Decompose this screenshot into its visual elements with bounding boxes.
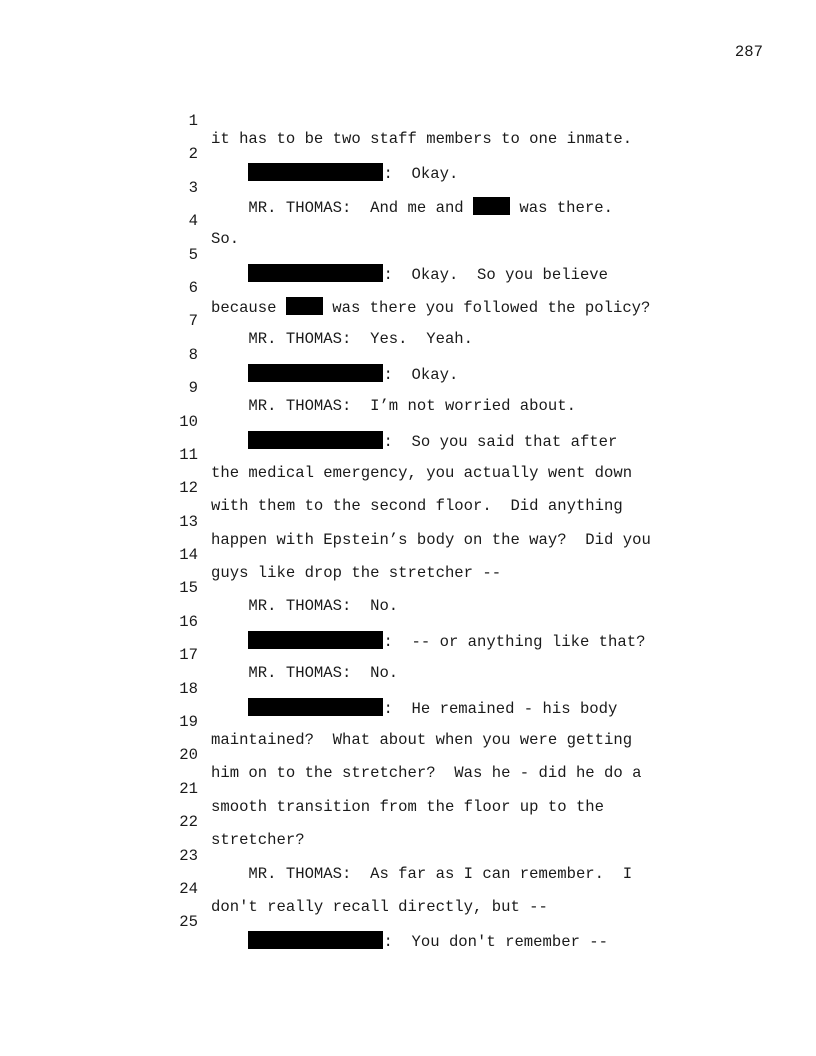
line-text: : Okay. So you believe xyxy=(211,264,608,284)
transcript-line-3 xyxy=(0,161,816,217)
line-number: 14 xyxy=(179,546,198,565)
line-text: don't really recall directly, but -- xyxy=(211,897,548,916)
transcript-line-15 xyxy=(0,561,816,616)
line-text: : Okay. xyxy=(211,364,458,384)
line-text: MR. THOMAS: No. xyxy=(211,597,399,616)
line-number: 11 xyxy=(179,445,198,464)
line-text: stretcher? xyxy=(211,831,305,850)
transcript-line-25 xyxy=(0,895,816,952)
line-number: 9 xyxy=(188,379,198,398)
line-text: MR. THOMAS: I’m not worried about. xyxy=(211,397,576,416)
transcript-line-24 xyxy=(0,862,816,916)
transcript-line-8 xyxy=(0,328,816,384)
transcript-line-1 xyxy=(0,94,816,148)
transcript-line-22 xyxy=(0,795,816,850)
line-text: smooth transition from the floor up to the xyxy=(211,797,605,816)
line-number: 12 xyxy=(179,479,198,498)
transcript-line-10 xyxy=(0,395,816,451)
line-text: : He remained - his body xyxy=(211,698,617,718)
line-text: MR. THOMAS: And me and was there. xyxy=(211,198,613,217)
line-number: 6 xyxy=(188,278,198,297)
redaction-block xyxy=(248,931,383,949)
line-number: 7 xyxy=(188,312,198,331)
line-number: 23 xyxy=(179,846,198,865)
line-number: 10 xyxy=(179,412,198,431)
line-text: it has to be two staff members to one inmate. xyxy=(211,130,633,148)
line-number: 22 xyxy=(179,813,198,832)
transcript-line-16 xyxy=(0,595,816,651)
line-number: 16 xyxy=(179,612,198,631)
line-text: with them to the second floor. Did anything xyxy=(211,497,623,516)
line-text: MR. THOMAS: As far as I can remember. I xyxy=(211,864,633,883)
line-text: : So you said that after xyxy=(211,431,617,451)
line-text: him on to the stretcher? Was he - did he do a xyxy=(211,764,642,783)
line-number: 4 xyxy=(188,212,198,231)
transcript-line-18 xyxy=(0,662,816,718)
line-number: 20 xyxy=(179,746,198,765)
transcript-line-13 xyxy=(0,495,816,549)
line-number: 8 xyxy=(188,345,198,364)
line-text: maintained? What about when you were getting xyxy=(211,731,633,750)
transcript-line-2 xyxy=(0,127,816,184)
line-text: because was there you followed the policy? xyxy=(211,298,651,317)
line-number: 15 xyxy=(179,579,198,598)
transcript-line-20 xyxy=(0,728,816,783)
line-text: MR. THOMAS: No. xyxy=(211,664,399,683)
line-number: 13 xyxy=(179,512,198,531)
line-text: : -- or anything like that? xyxy=(211,631,645,651)
transcript-line-4 xyxy=(0,194,816,249)
transcript-line-7 xyxy=(0,294,816,349)
line-text: So. xyxy=(211,230,240,249)
line-number: 2 xyxy=(188,145,198,164)
transcript-line-14 xyxy=(0,528,816,583)
transcript-line-23 xyxy=(0,829,816,883)
transcript-line-11 xyxy=(0,428,816,482)
line-number: 19 xyxy=(179,713,198,732)
transcript-line-9 xyxy=(0,361,816,416)
line-number: 1 xyxy=(188,112,198,130)
line-number: 24 xyxy=(179,879,198,898)
transcript-line-5 xyxy=(0,228,816,284)
line-text: happen with Epstein’s body on the way? Did you xyxy=(211,530,651,549)
line-number: 5 xyxy=(188,245,198,264)
transcript-line-6 xyxy=(0,261,816,317)
line-number: 25 xyxy=(179,913,198,932)
transcript-body xyxy=(0,94,816,952)
line-number: 18 xyxy=(179,679,198,698)
transcript-line-19 xyxy=(0,695,816,750)
line-text: the medical emergency, you actually went down xyxy=(211,463,633,482)
line-text: MR. THOMAS: Yes. Yeah. xyxy=(211,330,474,349)
page-number: 287 xyxy=(734,43,763,61)
line-number: 3 xyxy=(188,178,198,197)
transcript-line-17 xyxy=(0,628,816,683)
line-text: guys like drop the stretcher -- xyxy=(211,564,502,583)
transcript-line-12 xyxy=(0,461,816,516)
transcript-line-21 xyxy=(0,762,816,816)
line-text: : Okay. xyxy=(211,163,458,183)
line-text: : You don't remember -- xyxy=(211,931,608,951)
line-number: 21 xyxy=(179,779,198,798)
line-number: 17 xyxy=(179,646,198,665)
